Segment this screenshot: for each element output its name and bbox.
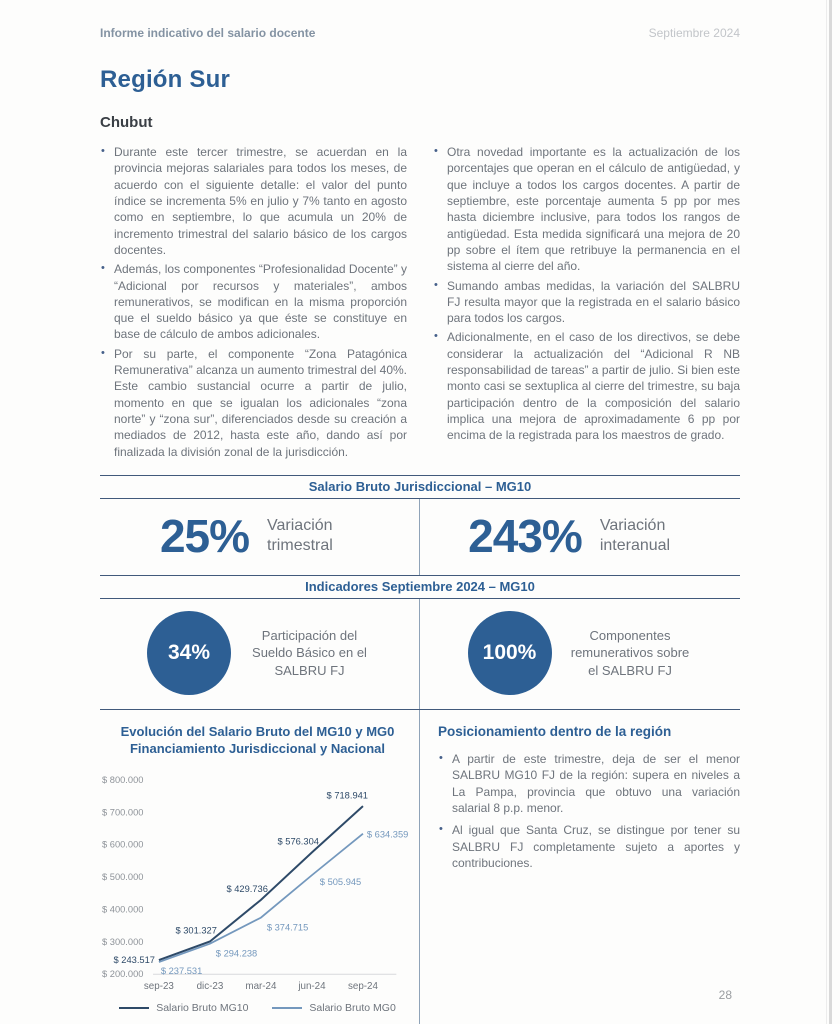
page-edge-line xyxy=(829,0,832,1024)
bullet-icon xyxy=(434,144,438,159)
positioning-panel xyxy=(420,710,740,1024)
bullet-text: Al igual que Santa Cruz, se distingue por tener su SALBRU FJ completamente sujeto a aportes y contribuciones. xyxy=(452,823,740,870)
bullet-item xyxy=(100,346,407,460)
svg-text:$ 600.000: $ 600.000 xyxy=(101,839,143,850)
bullet-list-left xyxy=(100,144,407,463)
chart-title: Evolución del Salario Bruto del MG10 y MG0 Financiamiento Jurisdiccional y Nacional xyxy=(120,723,395,756)
legend-item xyxy=(272,1002,395,1014)
bullet-item xyxy=(100,261,407,343)
bullet-icon xyxy=(434,278,438,293)
chart-panel xyxy=(100,710,420,1024)
legend-line-swatch xyxy=(272,1007,302,1009)
svg-text:$ 374.715: $ 374.715 xyxy=(266,922,308,933)
bullet-item xyxy=(438,751,740,816)
stat-interanual xyxy=(420,499,740,575)
legend-line-swatch xyxy=(119,1007,149,1009)
bullet-icon xyxy=(439,822,443,837)
svg-text:$ 294.238: $ 294.238 xyxy=(215,948,257,959)
indicator-circle: 34% xyxy=(147,611,231,695)
bullet-text: Adicionalmente, en el caso de los directivos, se debe considerar la actualización del “Adicional R NB responsabilidad de tareas” a partir de julio. Si bien este monto casi se sextuplica al cierre del trimestre, su baja participación dentro de la composición del salario implica una mejora de aproximadamente 6 pp por encima de la registrada para los maestros de grado. xyxy=(447,330,740,443)
indicators-row xyxy=(100,599,740,710)
legend-label: Salario Bruto MG10 xyxy=(156,1001,249,1014)
svg-text:$ 237.531: $ 237.531 xyxy=(160,965,202,976)
svg-text:$ 718.941: $ 718.941 xyxy=(326,790,368,801)
section-title-salario-bruto: Salario Bruto Jurisdiccional – MG10 xyxy=(100,475,740,499)
page-number: 28 xyxy=(718,988,732,1002)
page-header xyxy=(100,26,740,40)
positioning-bullet-list xyxy=(438,751,740,871)
bottom-section xyxy=(100,710,740,1024)
page-title: Región Sur xyxy=(100,66,231,93)
stat-value: 243% xyxy=(468,509,582,562)
stat-trimestral xyxy=(100,499,420,575)
variation-stats-row xyxy=(100,499,740,575)
svg-text:dic-23: dic-23 xyxy=(196,980,223,992)
positioning-title: Posicionamiento dentro de la región xyxy=(438,723,672,739)
bullet-item xyxy=(100,144,407,258)
stats-section xyxy=(100,475,740,710)
report-name: Informe indicativo del salario docente xyxy=(100,26,316,40)
svg-text:$ 300.000: $ 300.000 xyxy=(101,936,143,947)
indicator-circle: 100% xyxy=(468,611,552,695)
svg-text:$ 301.327: $ 301.327 xyxy=(174,925,217,936)
page-content xyxy=(100,26,740,1024)
bullet-icon xyxy=(439,751,443,766)
legend-item xyxy=(119,1002,248,1014)
svg-text:$ 700.000: $ 700.000 xyxy=(101,807,143,818)
svg-text:jun-24: jun-24 xyxy=(297,980,326,992)
svg-text:$ 505.945: $ 505.945 xyxy=(319,876,361,887)
bullet-icon xyxy=(101,261,105,276)
bullet-text: A partir de este trimestre, deja de ser el menor SALBRU MG10 FJ de la región: supera en niveles a La Pampa, provincia que obtuvo una variación salarial 8 p.p. menor. xyxy=(452,751,740,815)
summary-columns xyxy=(100,144,740,463)
indicator-remunerativos xyxy=(420,599,740,709)
svg-text:$ 400.000: $ 400.000 xyxy=(101,904,143,915)
bullet-item xyxy=(433,144,740,275)
svg-text:mar-24: mar-24 xyxy=(244,980,276,992)
svg-text:$ 429.736: $ 429.736 xyxy=(225,883,268,894)
section-title-indicadores: Indicadores Septiembre 2024 – MG10 xyxy=(100,575,740,599)
svg-text:$ 200.000: $ 200.000 xyxy=(101,968,143,979)
stat-label: Variación interanual xyxy=(599,516,671,554)
bullet-icon xyxy=(101,144,105,159)
bullet-list-right xyxy=(433,144,740,463)
bullet-icon xyxy=(434,329,438,344)
bullet-item xyxy=(433,278,740,327)
bullet-icon xyxy=(101,346,105,361)
indicator-label: Participación del Sueldo Básico en el SALBRU FJ xyxy=(252,627,367,678)
svg-text:$ 500.000: $ 500.000 xyxy=(101,871,143,882)
indicator-label: Componentes remunerativos sobre el SALBRU FJ xyxy=(570,627,690,678)
bullet-text: Por su parte, el componente “Zona Patagónica Remunerativa” alcanza un aumento trimestral del 40%. Este cambio sustancial ocurre a partir de julio, momento en que se igualan los adicionales “zona norte” y “zona sur”, diferenciados desde su creación a mediados de 2012, hasta este año, dando así por finalizada la división zonal de la jurisdicción. xyxy=(114,346,407,459)
salary-evolution-chart xyxy=(102,766,414,998)
bullet-text: Otra novedad importante es la actualización de los porcentajes que operan en el cálculo de antigüedad, y que incluye a todos los cargos docentes. A partir de septiembre, este porcentaje aumenta 5 pp por mes hasta diciembre inclusive, para todos los rangos de antigüedad. Esta medida significará una mejora de 20 pp sobre el ítem que retribuye la permanencia en el sistema al cierre del año. xyxy=(447,145,740,274)
svg-text:$ 634.359: $ 634.359 xyxy=(366,829,408,840)
stat-label: Variación trimestral xyxy=(267,516,333,554)
svg-text:sep-23: sep-23 xyxy=(143,980,174,992)
legend-label: Salario Bruto MG0 xyxy=(309,1001,396,1014)
bullet-text: Además, los componentes “Profesionalidad Docente” y “Adicional por recursos y materiales”, ambos remunerativos, se modifican en la misma proporción que el sueldo básico ya que éste se constituye en base de cálculo de ambos adicionales. xyxy=(114,262,407,342)
bullet-text: Durante este tercer trimestre, se acuerdan en la provincia mejoras salariales para todos los meses, de acuerdo con el siguiente detalle: el valor del punto índice se incrementa 5% en julio y 7% tanto en agosto como en septiembre, lo que acumula un 20% de incremento trimestral del salario básico de los cargos docentes. xyxy=(114,145,407,257)
bullet-item xyxy=(438,822,740,871)
chart-legend xyxy=(100,1002,415,1014)
bullet-text: Sumando ambas medidas, la variación del SALBRU FJ resulta mayor que la registrada en el salario básico para todos los cargos. xyxy=(447,278,740,326)
svg-text:$ 576.304: $ 576.304 xyxy=(277,836,319,847)
svg-text:$ 800.000: $ 800.000 xyxy=(101,774,143,785)
report-date: Septiembre 2024 xyxy=(648,26,740,40)
stat-value: 25% xyxy=(159,509,250,562)
svg-text:sep-24: sep-24 xyxy=(347,980,378,992)
indicator-sueldo-basico xyxy=(100,599,420,709)
page-edge-line xyxy=(826,0,827,1024)
svg-text:$ 243.517: $ 243.517 xyxy=(113,954,155,965)
province-subtitle: Chubut xyxy=(100,114,153,131)
bullet-item xyxy=(433,329,740,443)
